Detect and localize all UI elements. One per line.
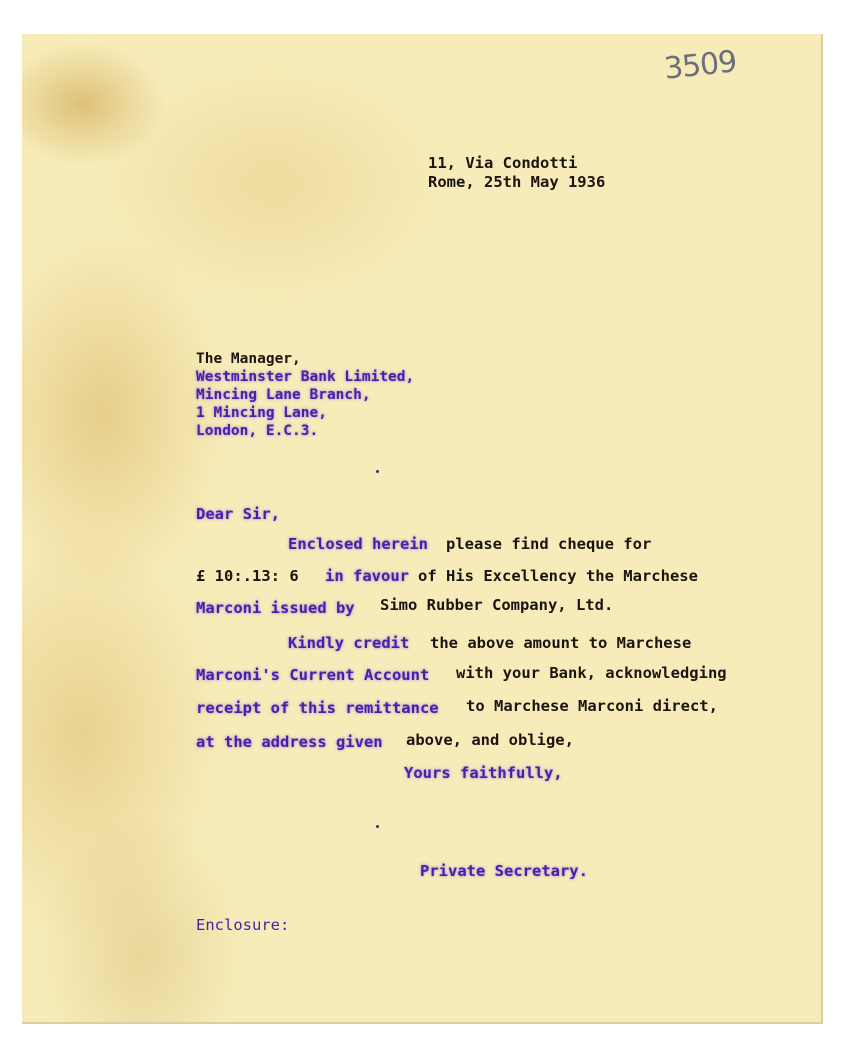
recipient-line3: Mincing Lane Branch, [196,387,371,403]
archive-number: 3509 [662,44,738,87]
ink-dot [376,825,379,828]
sender-address-line1: 11, Via Condotti [428,154,578,172]
body-p5-b: with your Bank, acknowledging [456,664,727,682]
body-p7-a: at the address given [196,733,383,751]
recipient-line1: The Manager, [196,351,301,367]
body-p6-a: receipt of this remittance [196,699,439,717]
salutation: Dear Sir, [196,505,280,523]
body-p5-a: Marconi's Current Account [196,666,430,684]
body-p6-b: to Marchese Marconi direct, [466,697,718,715]
ink-dot [376,470,379,473]
sender-address-line2: Rome, 25th May 1936 [428,173,606,191]
closing: Yours faithfully, [404,764,563,782]
body-p1-b: please find cheque for [446,535,652,553]
recipient-line5: London, E.C.3. [196,423,319,439]
recipient-line2: Westminster Bank Limited, [196,369,415,385]
body-p4-b: the above amount to Marchese [430,634,692,652]
body-p2-b: in favour [325,567,409,585]
body-p2-c: of His Excellency the Marchese [418,567,698,585]
body-p7-b: above, and oblige, [406,731,574,749]
body-p3-a: Marconi issued by [196,599,355,617]
body-p2-a: £ 10:.13: 6 [196,567,299,585]
body-p1-a: Enclosed herein [288,535,428,553]
body-p4-a: Kindly credit [288,634,410,652]
signature-title: Private Secretary. [420,862,588,880]
body-p3-b: Simo Rubber Company, Ltd. [380,596,614,614]
enclosure-label: Enclosure: [196,916,290,934]
recipient-line4: 1 Mincing Lane, [196,405,327,421]
